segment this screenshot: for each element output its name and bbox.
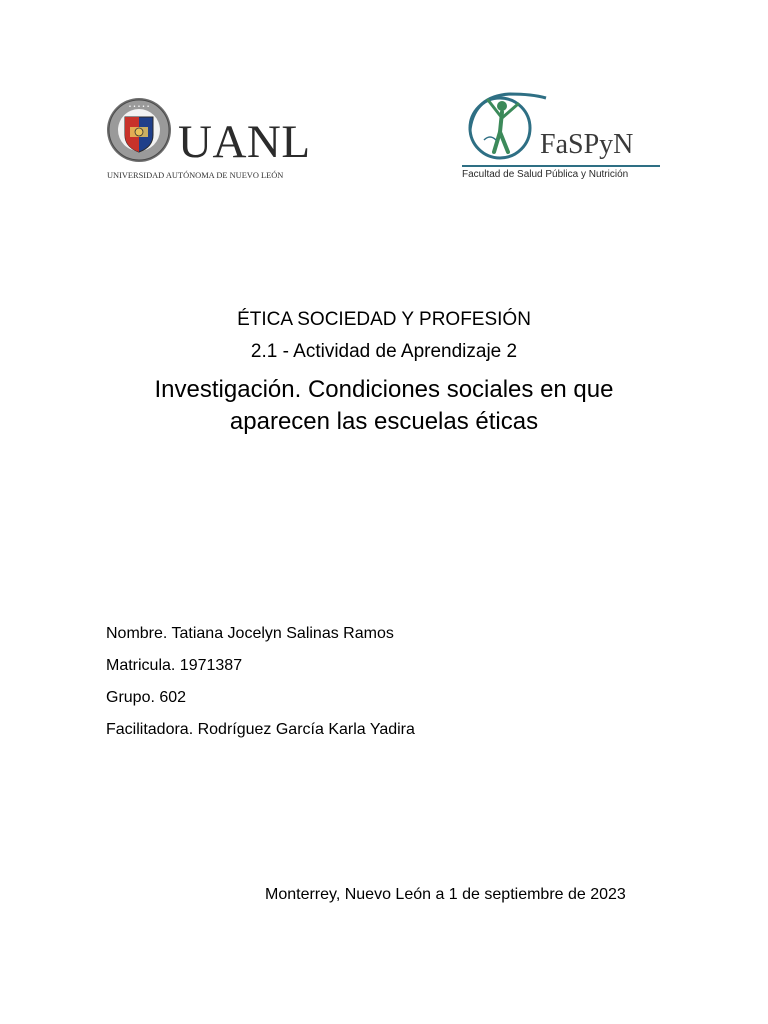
activity-title: 2.1 - Actividad de Aprendizaje 2 [250, 341, 518, 362]
faspyn-wordmark: FaSPyN [540, 129, 634, 160]
uanl-subtitle: UNIVERSIDAD AUTÓNOMA DE NUEVO LEÓN [107, 171, 284, 180]
svg-text:• • • • •: • • • • • [128, 104, 150, 110]
research-title-line-2: aparecen las escuelas éticas [229, 408, 539, 435]
student-group: Grupo. 602 [106, 689, 187, 706]
facilitator: Facilitadora. Rodríguez García Karla Yadira [106, 721, 415, 738]
faspyn-divider [462, 165, 660, 167]
student-name: Nombre. Tatiana Jocelyn Salinas Ramos [106, 625, 394, 642]
uanl-logo [106, 97, 311, 187]
research-title-line-1: Investigación. Condiciones sociales en que [154, 376, 614, 403]
human-figure-emblem-icon [460, 90, 548, 166]
course-title: ÉTICA SOCIEDAD Y PROFESIÓN [237, 309, 531, 330]
university-seal-icon [106, 97, 172, 163]
faspyn-logo [460, 90, 666, 186]
place-date: Monterrey, Nuevo León a 1 de septiembre de 2023 [265, 886, 626, 903]
uanl-wordmark: UANL [178, 116, 311, 168]
title-block [0, 306, 768, 438]
research-title [124, 374, 644, 438]
student-info [106, 622, 666, 750]
faspyn-subtitle: Facultad de Salud Pública y Nutrición [462, 169, 629, 180]
student-id: Matricula. 1971387 [106, 657, 243, 674]
